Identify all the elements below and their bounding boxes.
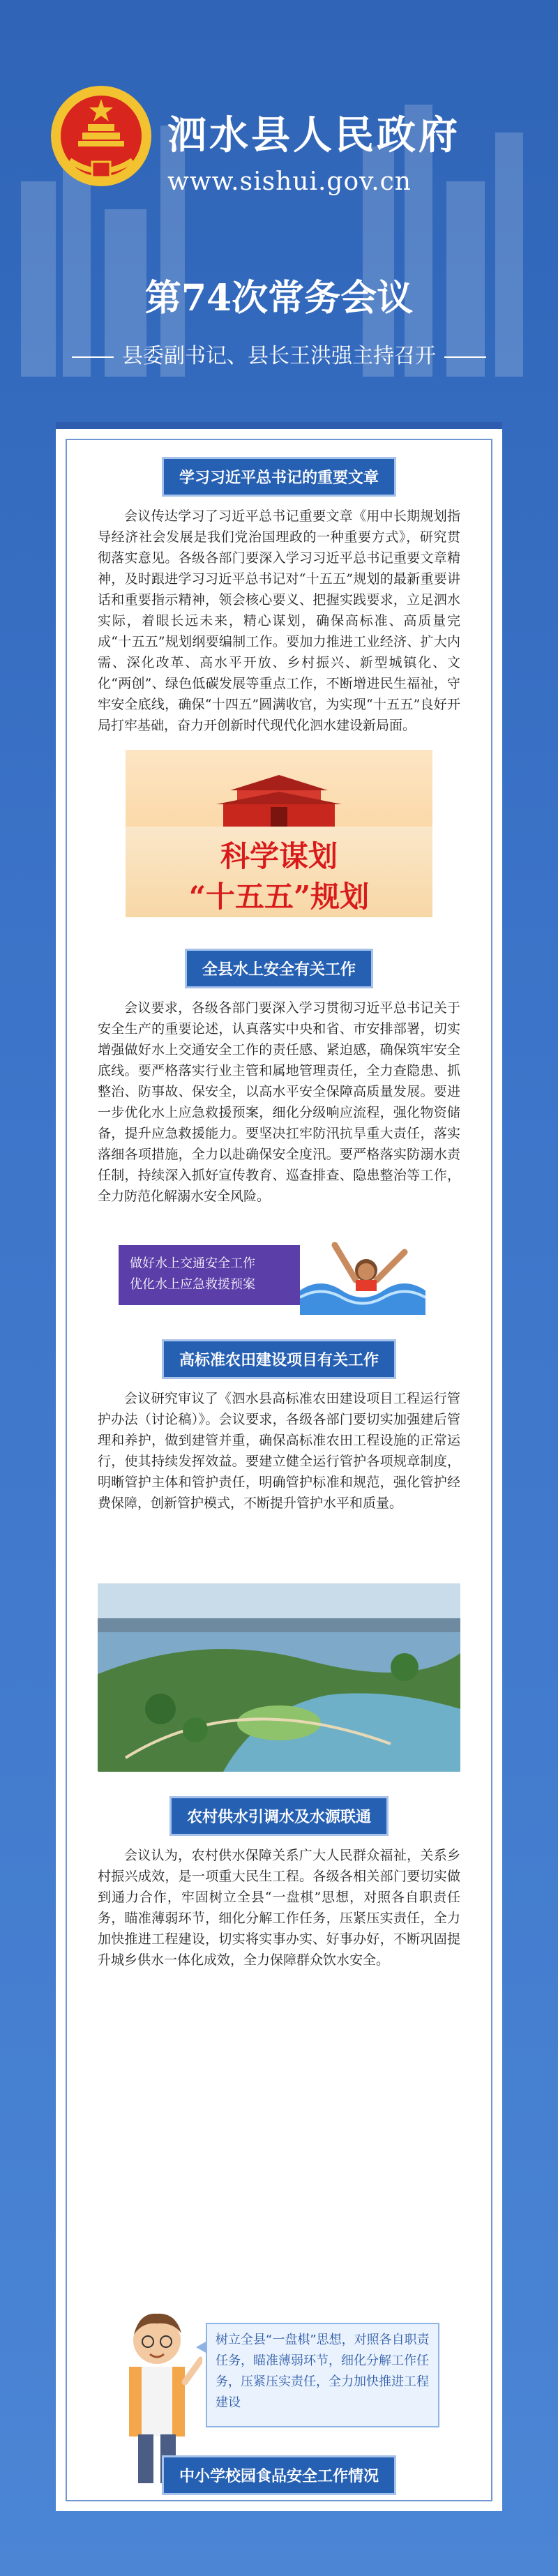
site-url: www.sishui.gov.cn: [167, 167, 412, 196]
water-safety-callout: [119, 1245, 300, 1305]
site-title: 泗水县人民政府: [167, 112, 460, 158]
host-line-text: 县委副书记、县长王洪强主持召开: [122, 344, 436, 368]
national-emblem-icon: [49, 84, 153, 188]
divider-right: [444, 356, 486, 358]
section-title-farmland: [56, 1339, 502, 1379]
drowning-swimmer-illustration: [300, 1224, 425, 1315]
section-title-text: 学习习近平总书记的重要文章: [162, 457, 396, 497]
banner-line2: “十五五”规划: [188, 880, 370, 914]
divider-left: [72, 356, 114, 358]
tiananmen-gate-icon: [209, 761, 349, 827]
five-year-plan-banner: [126, 750, 432, 924]
content-card: [56, 422, 502, 2511]
section-title-text: 农村供水引调水及水源联通: [169, 1796, 389, 1836]
section-title-water-supply: [56, 1796, 502, 1836]
banner-text-area: [126, 827, 432, 917]
section-text-study: 会议传达学习了习近平总书记重要文章《用中长期规划指导经济社会发展是我们党治国理政的一种重要方式》，研究贯彻落实意见。各级各部门要深入学习习近平总书记重要文章精神，及时跟进学习习近平总书记对“十五五”规划的最新重要讲话和重要指示精神，领会核心要义、把握实践要求，立足泗水实际，着眼长远未来，精心谋划，确保高标准、高质量完成“十五五”规划纲要编制工作。要加力推进工业经济、扩大内需、深化改革、高水平开放、乡村振兴、新型城镇化、文化“两创”、绿色低碳发展等重点工作，不断增进民生福祉，守牢安全底线，确保“十四五”圆满收官，为实现“十五五”良好开局打牢基础，奋力开创新时代现代化泗水建设新局面。: [98, 509, 460, 733]
section-text-water-supply: 会议认为，农村供水保障关系广大人民群众福祉，关系乡村振兴成效，是一项重大民生工程。各级各相关部门要切实做到通力合作，牢固树立全县“一盘棋”思想，对照各自职责任务，瞄准薄弱环节，细化分解工作任务，压紧压实责任，全力加快推进工程建设，切实将实事办实、好事办好，不断巩固提升城乡供水一体化成效，全力保障群众饮水安全。: [98, 1848, 460, 1968]
section-title-text: 全县水上安全有关工作: [185, 949, 373, 988]
callout-line2: 优化水上应急救援预案: [130, 1277, 255, 1292]
section-title-study: [56, 457, 502, 497]
park-aerial-photo: [98, 1583, 460, 1772]
section-title-text: 中小学校园食品安全工作情况: [162, 2455, 396, 2495]
section-text-farmland: 会议研究审议了《泗水县高标准农田建设项目工程运行管护办法（讨论稿）》。会议要求，各级各部门要切实加强建后管理和养护，做到建管并重，确保高标准农田工程设施的正常运行，使其持续发挥效益。要建立健全运行管护各项规章制度，明晰管护主体和管护责任，明确管护标准和规范，强化管护经费保障，创新管护模式，不断提升管护水平和质量。: [98, 1391, 460, 1511]
section-title-school-food: [56, 2455, 502, 2495]
banner-line1: 科学谋划: [220, 839, 338, 873]
meeting-title: 第74次常务会议: [144, 277, 414, 319]
section-title-text: 高标准农田建设项目有关工作: [162, 1339, 396, 1379]
section-title-water-safety: [56, 949, 502, 988]
header: [0, 0, 558, 377]
section-text-water-safety: 会议要求，各级各部门要深入学习贯彻习近平总书记关于安全生产的重要论述，认真落实中央和省、市安排部署，切实增强做好水上交通安全工作的责任感、紧迫感，确保筑牢安全底线。要严格落实行业主管和属地管理责任，全力查隐患、抓整治、防事故、保安全，以高水平安全保障高质量发展。要进一步优化水上应急救援预案，细化分级响应流程，强化物资储备，提升应急救援能力。要坚决扛牢防汛抗旱重大责任，落实落细各项措施，全力以赴确保安全度汛。要严格落实防溺水责任制，持续深入抓好宣传教育、巡查排查、隐患整治等工作，全力防范化解溺水安全风险。: [98, 1000, 460, 1204]
banner-top: [126, 750, 432, 827]
speech-bubble: 树立全县“一盘棋”思想，对照各自职责任务，瞄准薄弱环节，细化分解工作任务，压紧压实责任，全力加快推进工程建设: [206, 2323, 439, 2427]
callout-line1: 做好水上交通安全工作: [130, 1256, 255, 1271]
host-line: [0, 338, 558, 369]
